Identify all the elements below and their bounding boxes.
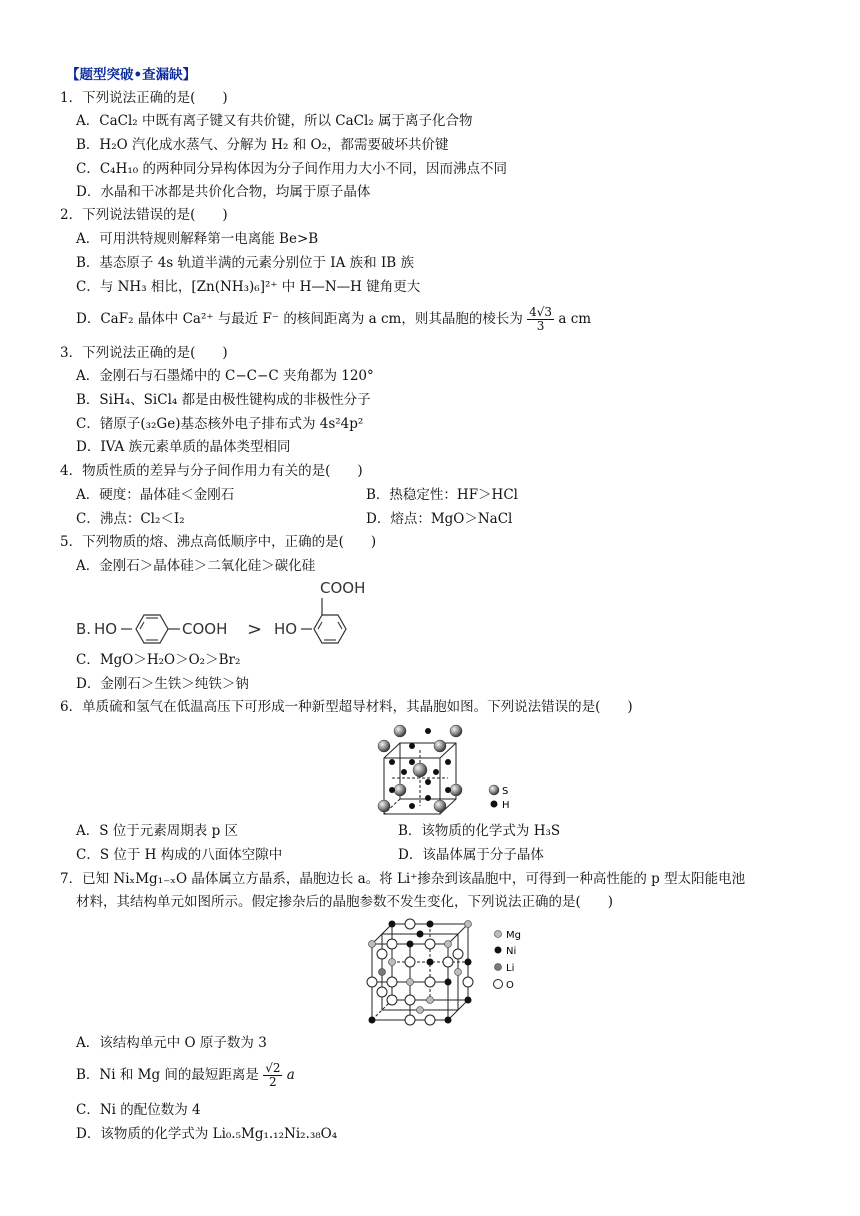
q7-li-atoms [379,969,386,976]
q2-stem: 2．下列说法错误的是( ) [60,207,228,223]
q6-legend-h: H [502,800,510,811]
section-title: 【题型突破•查漏缺】 [66,67,197,83]
q7-option-b-text: B．Ni 和 Mg 间的最短距离是 [76,1067,259,1083]
q2-option-d-text: D．CaF₂ 晶体中 Ca²⁺ 与最近 F⁻ 的核间距离为 a cm，则其晶胞的棱长为 [76,311,523,327]
q1-stem: 1．下列说法正确的是( ) [60,90,228,106]
q7-legend-o-marker [494,980,503,989]
q7-fraction-denominator: 2 [269,1075,277,1089]
q3-stem: 3．下列说法正确的是( ) [60,345,228,361]
q2-fraction-numerator: 4√3 [529,305,553,319]
q1-option-a: A．CaCl₂ 中既有离子键又有共价键，所以 CaCl₂ 属于离子化合物 [76,113,473,129]
q5-option-c: C．MgO＞H₂O＞O₂＞Br₂ [76,652,241,668]
q2-option-a: A．可用洪特规则解释第一电离能 Be>B [76,231,319,247]
q5-left-cooh: COOH [182,620,228,638]
q3-option-d: D．IVA 族元素单质的晶体类型相同 [76,439,291,455]
q3-option-b: B．SiH₄、SiCl₄ 都是由极性键构成的非极性分子 [76,392,371,408]
q6-stem: 6．单质硫和氢气在低温高压下可形成一种新型超导材料，其晶胞如图。下列说法错误的是( ) [60,699,633,715]
q5-right-benzene-ring [314,615,346,643]
q7-legend-mg: Mg [506,930,521,941]
q5-stem: 5．下列物质的熔、沸点高低顺序中，正确的是( ) [60,534,377,550]
q6-legend-s: S [502,786,509,797]
q2-option-d [76,306,591,333]
q5-right-cooh: COOH [320,579,366,597]
q7-option-c: C．Ni 的配位数为 4 [76,1102,201,1118]
q7-stem-line2: 材料，其结构单元如图所示。假定掺杂后的晶胞参数不发生变化，下列说法正确的是( ) [76,894,614,910]
q4-option-a: A．硬度：晶体硅＜金刚石 [76,487,235,503]
q5-option-b-structures [74,576,374,646]
q7-option-b-unit: a [286,1067,295,1083]
q7-stem-line1: 7．已知 NiₓMg₁₋ₓO 晶体属立方晶系，晶胞边长 a。将 Li⁺掺杂到该晶胞中，可得到一种高性能的 p 型太阳能电池 [60,871,746,887]
q5-left-ho: HO [94,620,118,638]
q7-crystal-structure-figure [362,914,532,1032]
q5-option-a: A．金刚石＞晶体硅＞二氧化硅＞碳化硅 [76,558,316,574]
q1-option-c: C．C₄H₁₀ 的两种同分异构体因为分子间作用力大小不同，因而沸点不同 [76,161,507,177]
q3-option-a: A．金刚石与石墨烯中的 C−C−C 夹角都为 120° [76,368,374,384]
q7-legend-li-marker [495,964,502,971]
q4-option-d: D．熔点：MgO＞NaCl [366,511,513,527]
q6-option-b: B．该物质的化学式为 H₃S [398,823,561,839]
q5-greater-than: > [247,619,263,640]
q5-left-benzene-ring [136,615,168,643]
q6-crystal-cell-figure [372,718,522,818]
q6-legend-s-marker [489,785,499,795]
q7-option-b [76,1062,295,1089]
q6-option-d: D．该晶体属于分子晶体 [398,847,544,863]
q5-option-d: D．金刚石＞生铁＞纯铁＞钠 [76,676,249,692]
q7-option-d: D．该物质的化学式为 Li₀.₅Mg₁.₁₂Ni₂.₃₈O₄ [76,1126,338,1142]
q1-option-b: B．H₂O 汽化成水蒸气、分解为 H₂ 和 O₂，都需要破坏共价键 [76,137,449,153]
q7-legend-li: Li [506,963,515,974]
q3-option-c: C．锗原子(₃₂Ge)基态核外电子排布式为 4s²4p² [76,416,364,432]
q6-option-c: C．S 位于 H 构成的八面体空隙中 [76,847,283,863]
q2-fraction [527,306,554,333]
q5-option-b-label: B. [76,620,92,638]
q7-legend-ni: Ni [506,946,517,957]
q6-legend-h-marker [491,801,498,808]
q1-option-d: D．水晶和干冰都是共价化合物，均属于原子晶体 [76,184,371,200]
q7-fraction [263,1062,282,1089]
q7-option-a: A．该结构单元中 O 原子数为 3 [76,1035,267,1051]
q7-legend-mg-marker [495,931,502,938]
q4-option-c: C．沸点：Cl₂＜I₂ [76,511,185,527]
q2-option-d-unit: a cm [558,311,592,327]
q7-fraction-numerator: √2 [265,1061,281,1075]
q2-fraction-denominator: 3 [536,319,545,333]
q7-legend-o: O [506,980,514,991]
q5-right-ho: HO [274,620,298,638]
q4-stem: 4．物质性质的差异与分子间作用力有关的是( ) [60,463,363,479]
q4-option-b: B．热稳定性：HF＞HCl [366,487,518,503]
q6-option-a: A．S 位于元素周期表 p 区 [76,823,239,839]
q2-option-b: B．基态原子 4s 轨道半满的元素分别位于 ⅠA 族和 ⅠB 族 [76,255,415,271]
q7-legend-ni-marker [495,947,502,954]
q2-option-c: C．与 NH₃ 相比，[Zn(NH₃)₆]²⁺ 中 H—N—H 键角更大 [76,279,421,295]
